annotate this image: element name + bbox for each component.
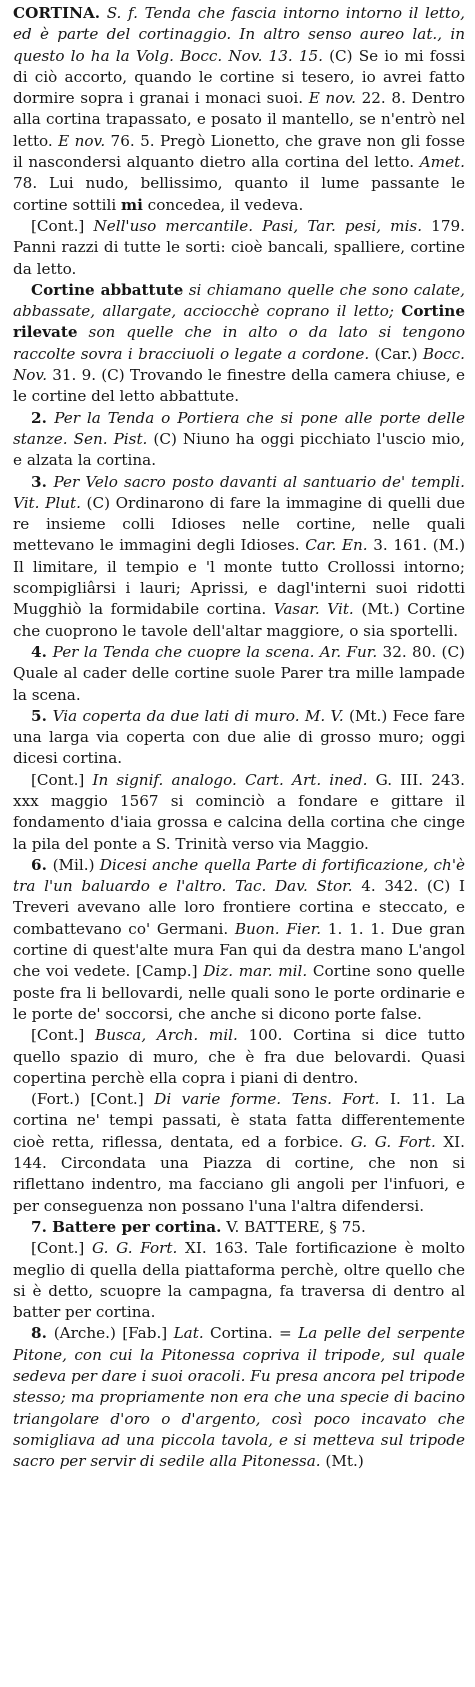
- text-segment: Cortine abbattute: [31, 280, 184, 299]
- text-segment: Battere per cortina.: [52, 1217, 222, 1236]
- text-segment: Diz. mar. mil.: [203, 962, 308, 981]
- sense-3-velo-sacro: [13, 472, 465, 642]
- text-segment: G. G. Fort.: [92, 1239, 178, 1258]
- text-segment: (Mt.) Cortine che cuoprono le tavole dell'altar maggiore, o sia sportelli.: [13, 600, 465, 640]
- text-segment: Di varie forme. Tens. Fort.: [154, 1090, 380, 1109]
- text-segment: 76. 5. Pregò Lionetto, che grave non gli fosse il nascondersi alquanto dietro alla cortina del letto.: [13, 131, 465, 172]
- text-segment: Cortina. =: [203, 1324, 299, 1343]
- text-segment: 5.: [31, 706, 53, 725]
- text-segment: 4. 342. (C) I Treveri avevano alle loro frontiere cortina e steccato, e combattevano co' Germani.: [13, 877, 465, 938]
- text-segment: Cortine sono quelle poste fra li bellovardi, nelle quali sono le porte ordinarie e le porte de' soccorsi, che anche si dicono porte false.: [13, 962, 466, 1023]
- text-segment: (Arche.) [Fab.]: [53, 1324, 174, 1343]
- text-segment: Car. En.: [305, 536, 368, 555]
- text-segment: Per la Tenda che cuopre la scena. Ar. Fur.: [52, 642, 378, 661]
- text-segment: [Cont.]: [31, 1026, 96, 1045]
- text-segment: (C) Niuno ha oggi picchiato l'uscio mio, e alzata la cortina.: [13, 429, 465, 470]
- text-segment: 32. 80. (C) Quale al cader delle cortine suole Parer tra mille lampade la scena.: [13, 642, 465, 704]
- text-segment: E nov.: [58, 131, 106, 150]
- text-segment: 2.: [31, 408, 55, 427]
- text-segment: G. G. Fort.: [350, 1132, 436, 1151]
- text-segment: I. 11. La cortina ne' tempi passati, è stata fatta differentemente cioè retta, riflessa, dentata, ed a forbice.: [13, 1090, 466, 1151]
- text-segment: (Mt.): [320, 1452, 364, 1471]
- text-segment: 22. 8. Dentro alla cortina trapassato, e posato il mantello, se n'entrò nel letto.: [13, 89, 465, 150]
- text-segment: 6.: [31, 855, 53, 874]
- text-segment: In signif. analogo. Cart. Art. ined.: [92, 770, 368, 789]
- text-segment: concedea, il vedeva.: [142, 195, 304, 214]
- text-segment: [Cont.]: [31, 770, 93, 789]
- text-segment: Busca, Arch. mil.: [95, 1026, 238, 1045]
- text-segment: [Cont.]: [31, 1239, 93, 1258]
- sense-cortine-abbattute: [13, 280, 465, 408]
- text-segment: (C) Se io mi fossi di ciò accorto, quando le cortine si tesero, io avrei fatto dormire sopra i granai i monaci suoi.: [13, 46, 466, 108]
- text-segment: (Fort.) [Cont.]: [31, 1090, 155, 1109]
- text-segment: Dicesi anche quella Parte di fortificazione, ch'è tra l'un baluardo e l'altro. Tac. Dav. Stor.: [13, 855, 465, 896]
- text-segment: E nov.: [308, 89, 356, 108]
- text-segment: G. III. 243. xxx maggio 1567 si cominciò a fondare e gittare il fondamento d'iaia grossa e calcina della cortina che cinge la pila del ponte a S. Trinità verso via Maggio.: [13, 770, 466, 853]
- text-segment: 3. 161. (M.) Il limitare, il tempio e 'l monte tutto Crollossi intorno; scompigliârsi i lauri; Aprissi, e dagl'interni suoi ridotti Mugghiò la formidabile cortina.: [13, 536, 465, 619]
- text-segment: 1. 1. 1. Due gran cortine di quest'alte mura Fan qui da destra mano L'angol che voi vedete. [Camp.]: [13, 919, 465, 981]
- text-segment: XI. 144. Circondata una Piazza di cortine, che non si riflettano indentro, ma facciano gli angoli per l'infuori, e per conseguenza non possano l'una l'altra difendersi.: [13, 1132, 465, 1215]
- text-segment: (C) Ordinarono di fare la immagine di quelli due re insieme colli Idioses nelle cortine, nelle quali mettevano le immagini degli Idioses.: [13, 493, 465, 555]
- text-segment: (Car.): [369, 344, 423, 363]
- sense-mercantile: [13, 216, 465, 280]
- text-segment: Amet.: [419, 153, 465, 172]
- text-segment: La pelle del serpente Pitone, con cui la Pitonessa copriva il tripode, sul quale sedeva per dare i suoi oracoli. Fu presa ancora pel tripode stesso; ma propriamente non era che una specie di bacino triangolare d'oro o d'argento, così poco incavato che somigliava ad una piccola tavola, e si metteva sul tripode sacro per servir di sedile alla Pitonessa.: [13, 1324, 465, 1471]
- text-segment: 179. Panni razzi di tutte le sorti: cioè bancali, spalliere, cortine da letto.: [13, 216, 465, 278]
- text-segment: 3.: [31, 472, 54, 491]
- sense-5-analogo: [13, 770, 465, 855]
- text-segment: Cortine rilevate: [13, 302, 465, 342]
- text-segment: si chiamano quelle che sono calate, abbassate, allargate, acciocchè coprano il letto;: [13, 280, 465, 321]
- text-segment: [Cont.]: [31, 216, 94, 235]
- sense-6-fortificazione: [13, 855, 465, 1025]
- text-segment: Lat.: [173, 1324, 204, 1343]
- text-segment: Vasar. Vit.: [273, 600, 354, 619]
- text-segment: S. f. Tenda che fascia intorno intorno il letto, ed è parte del cortinaggio. In altro senso aureo lat., in questo lo ha la Volg. Bocc.: [13, 4, 465, 65]
- text-segment: 4.: [31, 642, 53, 661]
- text-segment: XI. 163. Tale fortificazione è molto meglio di quella della piattaforma perchè, oltre quello che si è detto, scuopre la campagna, fa traversa di dentro al batter per cortina.: [13, 1239, 465, 1322]
- text-segment: Nov. 13. 15.: [228, 46, 323, 65]
- sense-6-busca: [13, 1025, 465, 1089]
- text-segment: 8.: [31, 1324, 54, 1343]
- text-segment: CORTINA.: [13, 4, 101, 22]
- text-segment: Per la Tenda o Portiera che si pone alle porte delle stanze. Sen. Pist.: [13, 408, 465, 448]
- sense-5-via-coperta: [13, 706, 465, 770]
- text-segment: Via coperta da due lati di muro. M. V.: [52, 706, 344, 725]
- sense-7-battere: [13, 1217, 465, 1238]
- text-segment: 78. Lui nudo, bellissimo, quanto il lume passante le cortine sottili: [13, 174, 465, 214]
- sense-2-portiera: [13, 408, 465, 472]
- text-segment: son quelle che in alto o da lato si tengono raccolte sovra i bracciuoli o legate a cordone.: [13, 323, 465, 363]
- entry-definition: [13, 3, 465, 216]
- sense-7-fortificazione: [13, 1238, 465, 1323]
- text-segment: Nell'uso mercantile. Pasi, Tar. pesi, mis.: [93, 216, 423, 235]
- text-segment: (Mil.): [52, 855, 100, 874]
- text-segment: (Mt.) Fece fare una larga via coperta con due alie di grosso muro; oggi dicesi cortina.: [13, 706, 465, 768]
- text-segment: V. BATTERE, § 75.: [221, 1217, 366, 1236]
- sense-8-archeologia: [13, 1323, 465, 1472]
- text-segment: Per Velo sacro posto davanti al santuario de' templi. Vit. Plut.: [13, 472, 465, 512]
- text-segment: 31. 9. (C) Trovando le finestre della camera chiuse, e le cortine del letto abbattute.: [13, 366, 465, 406]
- text-segment: Bocc. Nov.: [13, 344, 465, 385]
- text-segment: mi: [121, 195, 143, 214]
- text-segment: 7.: [31, 1217, 53, 1236]
- sense-4-scena: [13, 642, 465, 706]
- text-segment: 100. Cortina si dice tutto quello spazio di muro, che è fra due belovardi. Quasi copertina perchè ella copra i piani di dentro.: [13, 1026, 466, 1087]
- sense-6-varie-forme: [13, 1089, 465, 1217]
- text-segment: Buon. Fier.: [234, 919, 322, 938]
